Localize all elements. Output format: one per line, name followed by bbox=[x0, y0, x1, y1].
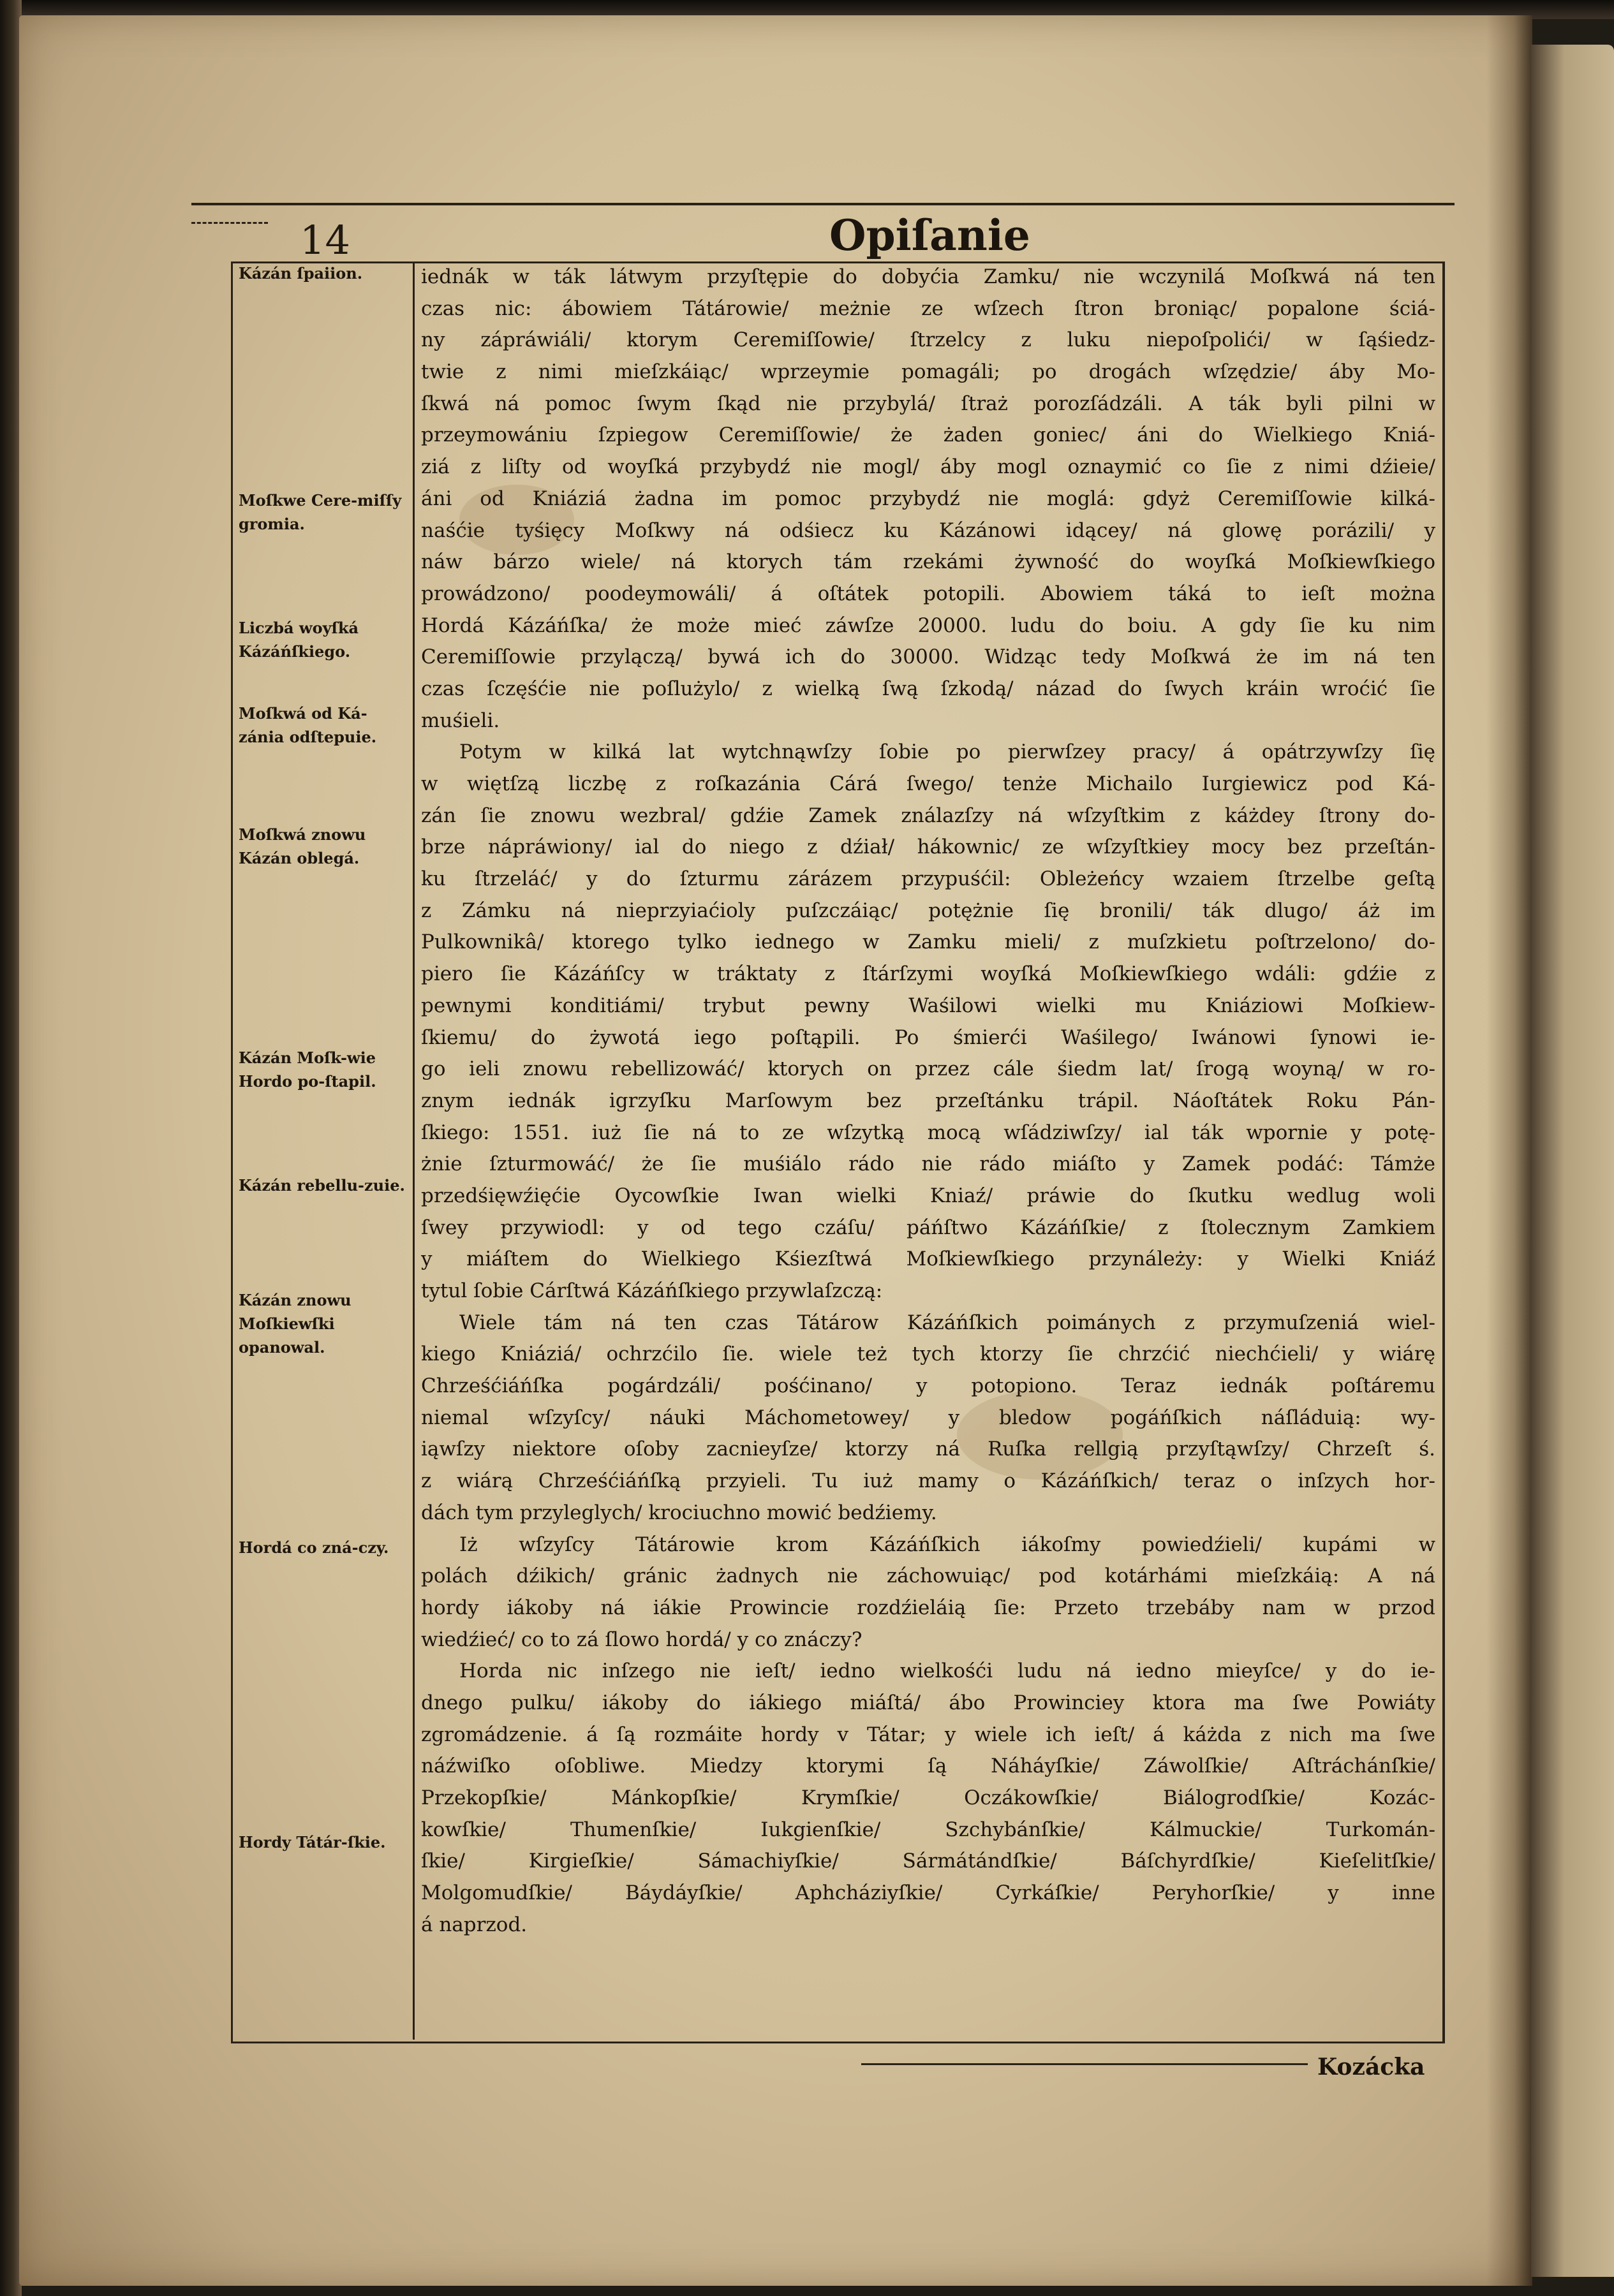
text-line: żnie ſzturmowáć/ że ſie muśiálo rádo nie rádo miáſto y Zamek podáć: Támże bbox=[421, 1152, 1435, 1176]
header-rule-ornament bbox=[191, 222, 268, 224]
text-line: iednák w ták látwym przyſtępie do dobyćia Zamku/ nie wczynilá Moſkwá ná ten bbox=[421, 265, 1435, 288]
text-line: Molgomudſkie/ Báydáyſkie/ Aphcháziyſkie/ Cyrkáſkie/ Peryhorſkie/ y inne bbox=[421, 1881, 1435, 1905]
text-line: ſkiemu/ do żywotá iego poſtąpili. Po śmierći Waśilego/ Iwánowi ſynowi ie- bbox=[421, 1026, 1435, 1049]
margin-note: Hordá co zná-czy. bbox=[239, 1538, 389, 1557]
text-line: dách tym przyleglych/ krociuchno mowić bedźiemy. bbox=[421, 1501, 937, 1524]
text-line: tytul ſobie Cárſtwá Kázáńſkiego przywlaſzczą: bbox=[421, 1279, 883, 1302]
text-line: ſkwá ná pomoc ſwym ſkąd nie przybylá/ ſtraż porozſádzáli. A ták byli pilni w bbox=[421, 392, 1435, 415]
margin-note: Hordy Tátár-ſkie. bbox=[239, 1833, 386, 1851]
text-line: ſkie/ Kirgieſkie/ Sámachiyſkie/ Sármátándſkie/ Báſchyrdſkie/ Kieſelitſkie/ bbox=[421, 1850, 1435, 1873]
text-line: Potym w kilká lat wytchnąwſzy ſobie po pierwſzey pracy/ á opátrzywſzy ſię bbox=[459, 740, 1435, 764]
text-line: twie z nimi mieſzkáiąc/ wprzeymie pomagáli; po drogách wſzędzie/ áby Mo- bbox=[421, 360, 1435, 384]
text-line: przeymowániu ſzpiegow Ceremiſſowie/ że żaden goniec/ áni do Wielkiego Kniá- bbox=[421, 423, 1435, 447]
margin-note: Kázán ſpaiion. bbox=[239, 264, 363, 283]
margin-note: Kázán znowu Moſkiewſki opanowal. bbox=[239, 1291, 352, 1357]
text-line: Hordá Kázáńſka/ że może mieć záwſze 20000. ludu do boiu. A gdy ſie ku nim bbox=[421, 614, 1435, 637]
text-line: przedśięwźięćie Oycowſkie Iwan wielki Kniaź/ práwie do ſkutku wedlug woli bbox=[421, 1184, 1435, 1207]
text-line: kowſkie/ Thumenſkie/ Iukgienſkie/ Szchybánſkie/ Kálmuckie/ Turkomán- bbox=[421, 1818, 1435, 1841]
text-line: ſkiego: 1551. iuż ſie ná to ze wſzytką mocą wſádziwſzy/ ial ták wpornie y potę- bbox=[421, 1121, 1435, 1144]
text-line: niemal wſzyſcy/ náuki Máchometowey/ y bledow pogáńſkich náſláduią: wy- bbox=[421, 1406, 1435, 1429]
text-line: Wiele tám ná ten czas Tátárow Kázáńſkich poimánych z przymuſzeniá wiel- bbox=[459, 1311, 1435, 1334]
text-line: go ieli znowu rebellizowáć/ ktorych on przez cále śiedm lat/ ſrogą woyną/ w ro- bbox=[421, 1057, 1435, 1081]
margin-notes-column bbox=[231, 261, 415, 2040]
text-line: czas nic: ábowiem Tátárowie/ meżnie ze wſzech ſtron broniąc/ popalone ściá- bbox=[421, 297, 1435, 320]
page-number: 14 bbox=[300, 217, 350, 263]
text-line: Iż wſzyſcy Tátárowie krom Kázáńſkich iákoſmy powiedźieli/ kupámi w bbox=[459, 1533, 1435, 1556]
text-line: náw bárzo wiele/ ná ktorych tám rzekámi żywność do woyſká Moſkiewſkiego bbox=[421, 550, 1435, 574]
text-line: z Zámku ná nieprzyiaćioly puſzczáiąc/ potężnie ſię bronili/ ták dlugo/ áż im bbox=[421, 899, 1435, 922]
text-line: Przekopſkie/ Mánkopſkie/ Krymſkie/ Oczákowſkie/ Biálogrodſkie/ Kozác- bbox=[421, 1786, 1435, 1809]
text-line: pewnymi konditiámi/ trybut pewny Waśilowi wielki mu Kniáziowi Moſkiew- bbox=[421, 994, 1435, 1017]
margin-note: Moſkwe Cere-miſſy gromia. bbox=[239, 491, 402, 533]
text-line: iąwſzy niektore oſoby zacnieyſze/ ktorzy ná Ruſka rellgią przyſtąwſzy/ Chrzeſt ś. bbox=[421, 1438, 1435, 1461]
text-line: czas ſczęśćie nie poſlużylo/ z wielką ſwą ſzkodą/ názad do ſwych kráin wroćić ſie bbox=[421, 677, 1435, 700]
margin-note: Liczbá woyſká Kázáńſkiego. bbox=[239, 619, 359, 661]
text-line: polách dźikich/ gránic żadnych nie záchowuiąc/ pod kotárhámi mieſzkáią: A ná bbox=[421, 1564, 1435, 1588]
text-line: y miáſtem do Wielkiego Kśiezſtwá Moſkiewſkiego przynáleży: y Wielki Kniáź bbox=[421, 1247, 1435, 1271]
text-line: muśieli. bbox=[421, 709, 500, 732]
text-line: ziá z liſty od woyſká przybydź nie mogl/ áby mogl oznaymić co ſie z nimi dźieie/ bbox=[421, 455, 1435, 479]
text-line: w więtſzą liczbę z roſkazánia Cárá ſwego/ tenże Michailo Iurgiewicz pod Ká- bbox=[421, 772, 1435, 795]
book-left-edge bbox=[0, 0, 22, 2296]
text-line: á naprzod. bbox=[421, 1913, 528, 1936]
text-line: áni od Kniáziá żadna im pomoc przybydź nie moglá: gdyż Ceremiſſowie kilká- bbox=[421, 487, 1435, 510]
margin-note: Moſkwá znowu Kázán oblegá. bbox=[239, 825, 366, 867]
margin-note: Kázán Moſk-wie Hordo po-ſtapil. bbox=[239, 1049, 376, 1091]
margin-note: Kázán rebellu-zuie. bbox=[239, 1176, 405, 1195]
text-line: prowádzono/ poodeymowáli/ á oſtátek potopili. Abowiem táká to ieſt można bbox=[421, 582, 1435, 605]
body-text bbox=[421, 261, 1435, 2040]
catchword: Kozácka bbox=[1317, 2054, 1425, 2080]
next-page-edge bbox=[1531, 45, 1614, 2277]
text-line: Pulkownikâ/ ktorego tylko iednego w Zamku mieli/ z muſzkietu poſtrzelono/ do- bbox=[421, 931, 1435, 954]
text-line: Ceremiſſowie przylączą/ bywá ich do 30000. Widząc tedy Moſkwá że im ná ten bbox=[421, 645, 1435, 669]
text-line: ſwey przywiodl: y od tego czáſu/ páńſtwo Kázáńſkie/ z ſtolecznym Zamkiem bbox=[421, 1216, 1435, 1239]
text-line: ny zápráwiáli/ ktorym Ceremiſſowie/ ſtrzelcy z luku niepoſpolići/ w ſąśiedz- bbox=[421, 328, 1435, 352]
text-line: wiedźieć/ co to zá ſlowo hordá/ y co znáczy? bbox=[421, 1628, 863, 1651]
footer-rule bbox=[861, 2063, 1308, 2065]
page-gutter bbox=[1486, 15, 1532, 2286]
text-line: naśćie tyśięcy Moſkwy ná odśiecz ku Kázánowi idącey/ ná glowę porázili/ y bbox=[421, 519, 1435, 542]
text-line: hordy iákoby ná iákie Prowincie rozdźieláią ſie: Przeto trzebáby nam w przod bbox=[421, 1596, 1435, 1619]
text-line: kiego Kniáziá/ ochrzćilo ſie. wiele też tych ktorzy ſie chrzćić niechćieli/ y wiárę bbox=[421, 1343, 1435, 1366]
text-line: Chrześćiáńſka pogárdzáli/ pośćinano/ y potopiono. Teraz iednák poſtáremu bbox=[421, 1374, 1435, 1398]
header-rule bbox=[191, 203, 1455, 205]
margin-note: Moſkwá od Ká-zánia odſtepuie. bbox=[239, 704, 377, 746]
text-line: Horda nic inſzego nie ieſt/ iedno wielkośći ludu ná iedno mieyſce/ y do ie- bbox=[459, 1659, 1435, 1683]
text-line: brze nápráwiony/ ial do niego z dźiał/ hákownic/ ze wſzyſtkiey mocy bez przeſtán- bbox=[421, 835, 1435, 859]
text-line: ku ſtrzeláć/ y do ſzturmu zárázem przypuśćil: Obleżeńcy wzaiem ſtrzelbe geſtą bbox=[421, 867, 1435, 891]
text-line: znym iednák igrzyſku Marſowym bez przeſtánku trápil. Náoſtátek Roku Pán- bbox=[421, 1089, 1435, 1112]
text-line: piero ſie Kázáńſcy w tráktaty z ſtárſzymi woyſká Moſkiewſkiego wdáli: gdźie z bbox=[421, 962, 1435, 986]
text-line: z wiárą Chrześćiáńſką przyieli. Tu iuż mamy o Kázáńſkich/ teraz o inſzych hor- bbox=[421, 1469, 1435, 1493]
text-line: zgromádzenie. á ſą rozmáite hordy v Tátar; y wiele ich ieſt/ á káżda z nich ma ſwe bbox=[421, 1723, 1435, 1746]
text-line: zán ſie znowu wezbral/ gdźie Zamek ználazſzy ná wſzyſtkim z káżdey ſtrony do- bbox=[421, 804, 1435, 827]
text-line: dnego pulku/ iákoby do iákiego miáſtá/ ábo Prowinciey ktora ma ſwe Powiáty bbox=[421, 1691, 1435, 1714]
text-line: náźwiſko oſobliwe. Miedzy ktorymi ſą Náháyſkie/ Záwolſkie/ Aſtráchánſkie/ bbox=[421, 1755, 1435, 1778]
running-head: Opiſanie bbox=[829, 210, 1030, 260]
